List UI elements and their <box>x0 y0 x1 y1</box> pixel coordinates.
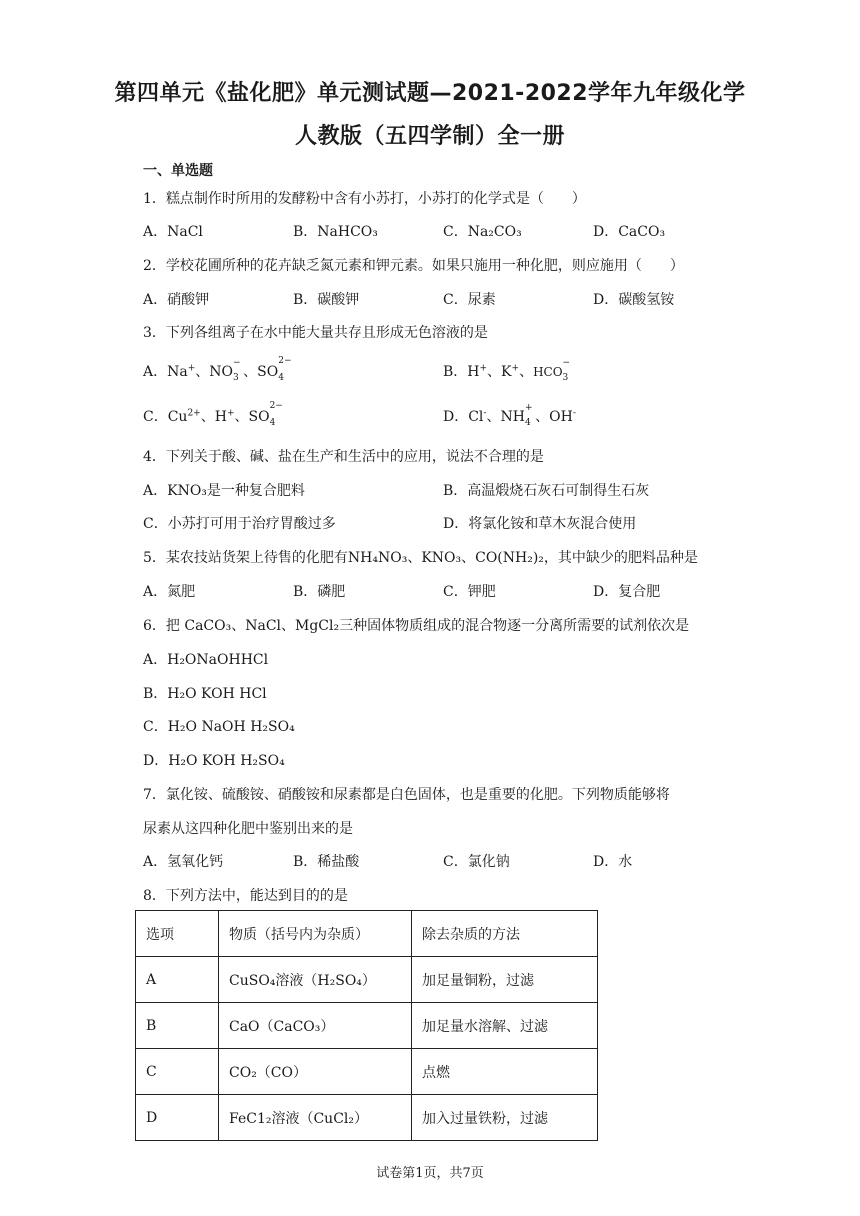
q6-option-a: A．H₂ONaOHHCl <box>143 652 269 668</box>
question-8-stem: 8．下列方法中，能达到目的的是 <box>143 888 348 904</box>
q5-option-c: C．钾肥 <box>443 584 496 600</box>
q6-option-d: D．H₂O KOH H₂SO₄ <box>143 753 285 769</box>
question-6-stem: 6．把 CaCO₃、NaCl、MgCl₂三种固体物质组成的混合物逐一分离所需要的试剂依次是 <box>143 618 690 634</box>
table-row <box>136 1095 598 1141</box>
table-cell: CuSO₄溶液（H₂SO₄） <box>219 957 412 1003</box>
question-4-stem: 4．下列关于酸、碱、盐在生产和生活中的应用，说法不合理的是 <box>143 449 544 465</box>
table-cell: D <box>136 1095 219 1141</box>
q5-option-b: B．磷肥 <box>293 584 346 600</box>
q5-option-d: D．复合肥 <box>593 584 661 600</box>
q6-option-c: C．H₂O NaOH H₂SO₄ <box>143 719 295 735</box>
table-row <box>136 1003 598 1049</box>
q6-option-b: B．H₂O KOH HCl <box>143 686 267 702</box>
document-title-line1: 第四单元《盐化肥》单元测试题—2021-2022学年九年级化学 <box>114 81 746 106</box>
q2-option-b: B．碳酸钾 <box>293 292 360 308</box>
q1-option-a: A．NaCl <box>143 224 203 240</box>
table-cell: 加足量铜粉，过滤 <box>412 957 598 1003</box>
table-cell: CaO（CaCO₃） <box>219 1003 412 1049</box>
q3-option-d: D．Cl-、$NH_4$ + 、OH- <box>443 403 576 428</box>
table-row <box>136 957 598 1003</box>
q4-option-b: B．高温煅烧石灰石可制得生石灰 <box>443 483 650 499</box>
table-cell: B <box>136 1003 219 1049</box>
q4-option-d: D．将氯化铵和草木灰混合使用 <box>443 516 637 532</box>
document-title-line2: 人教版（五四学制）全一册 <box>294 124 565 149</box>
table-header-row <box>136 911 598 957</box>
q1-option-c: C．Na₂CO₃ <box>443 224 522 240</box>
question-1-stem: 1．糕点制作时所用的发酵粉中含有小苏打，小苏打的化学式是（ ） <box>143 191 586 207</box>
table-cell: FeC1₂溶液（CuCl₂） <box>219 1095 412 1141</box>
table-cell: 加足量水溶解、过滤 <box>412 1003 598 1049</box>
q3-option-a: A．Na+、$NO_3$ − 、$SO_4$ 2− <box>143 356 292 383</box>
q7-option-b: B．稀盐酸 <box>293 854 360 870</box>
q7-option-d: D．水 <box>593 854 633 870</box>
q2-option-d: D．碳酸氢铵 <box>593 292 675 308</box>
question-5-stem: 5．某农技站货架上待售的化肥有NH₄NO₃、KNO₃、CO(NH₂)₂，其中缺少的肥料品种是 <box>143 550 698 566</box>
q4-option-c: C．小苏打可用于治疗胃酸过多 <box>143 516 336 532</box>
question-7-stem-line1: 7．氯化铵、硫酸铵、硝酸铵和尿素都是白色固体，也是重要的化肥。下列物质能够将 <box>143 787 670 803</box>
question-7-stem-line2: 尿素从这四种化肥中鉴别出来的是 <box>143 821 353 837</box>
table-cell: 加入过量铁粉，过滤 <box>412 1095 598 1141</box>
q7-option-a: A．氢氧化钙 <box>143 854 224 870</box>
q3-option-c: C．$Cu^{2+}$、H+、$SO_4$ 2− <box>143 401 283 428</box>
table-header-cell: 选项 <box>136 911 219 957</box>
q2-option-a: A．硝酸钾 <box>143 292 210 308</box>
table-cell: CO₂（CO） <box>219 1049 412 1095</box>
question-3-stem: 3．下列各组离子在水中能大量共存且形成无色溶液的是 <box>143 325 488 341</box>
q8-options-table <box>135 910 598 1141</box>
table-cell: 点燃 <box>412 1049 598 1095</box>
section-heading: 一、单选题 <box>143 163 213 179</box>
table-header-cell: 物质（括号内为杂质） <box>219 911 412 957</box>
table-cell: A <box>136 957 219 1003</box>
q3-option-b: B．H+、K+、$HCO_3$ − <box>443 358 571 383</box>
q5-option-a: A．氮肥 <box>143 584 196 600</box>
q1-option-d: D．CaCO₃ <box>593 224 666 240</box>
table-header-cell: 除去杂质的方法 <box>412 911 598 957</box>
q4-option-a: A．KNO₃是一种复合肥料 <box>143 483 305 499</box>
q1-option-b: B．NaHCO₃ <box>293 224 378 240</box>
table-cell: C <box>136 1049 219 1095</box>
table-row <box>136 1049 598 1095</box>
q7-option-c: C．氯化钠 <box>443 854 510 870</box>
question-2-stem: 2．学校花圃所种的花卉缺乏氮元素和钾元素。如果只施用一种化肥，则应施用（ ） <box>143 258 684 274</box>
page-footer: 试卷第1页，共7页 <box>376 1166 484 1181</box>
q2-option-c: C．尿素 <box>443 292 496 308</box>
